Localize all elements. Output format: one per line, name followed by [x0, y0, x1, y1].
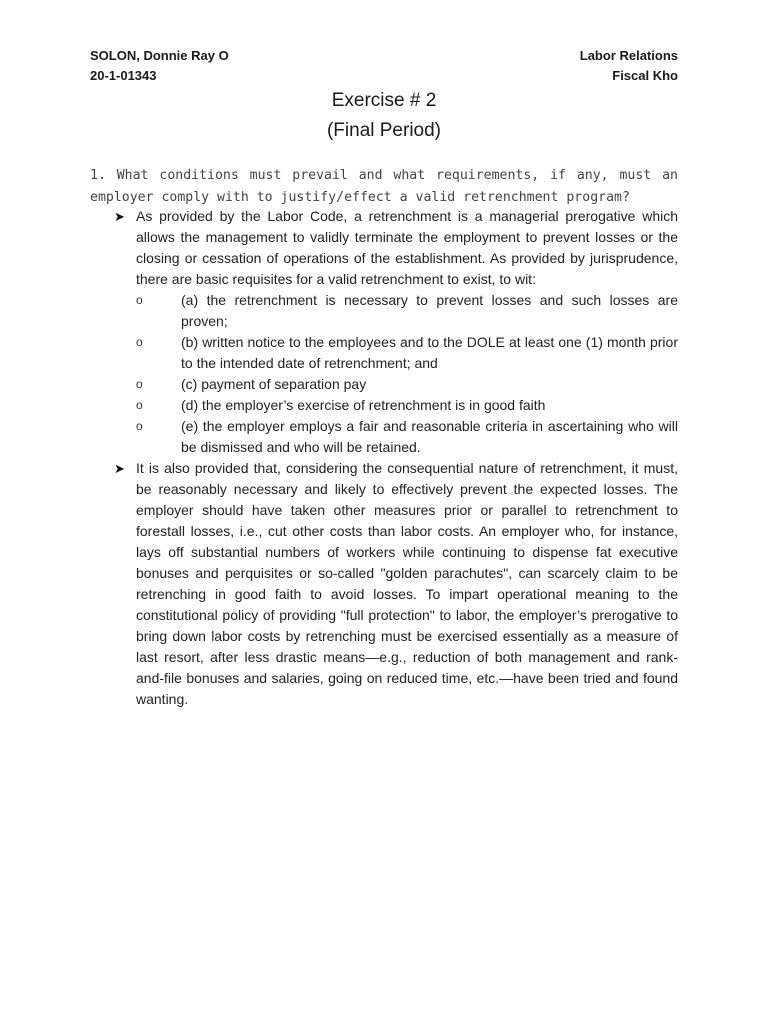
arrowhead-bullet-icon: ➤ — [114, 461, 125, 476]
circle-bullet-icon: o — [136, 335, 143, 349]
circle-bullet-icon: o — [136, 377, 143, 391]
circle-bullet-icon: o — [136, 398, 143, 412]
list-item-text: (d) the employer’s exercise of retrenchment is in good faith — [181, 397, 546, 413]
instructor-name: Fiscal Kho — [612, 68, 678, 83]
circle-bullet-icon: o — [136, 293, 143, 307]
student-id: 20-1-01343 — [90, 68, 157, 83]
exercise-title: Exercise # 2 — [331, 90, 437, 111]
list-item — [136, 374, 678, 395]
circle-bullet-icon: o — [136, 419, 143, 433]
list-item — [136, 395, 678, 416]
arrowhead-bullet-icon: ➤ — [114, 209, 125, 224]
list-item-text: (b) written notice to the employees and to the DOLE at least one (1) month prior to the intended date of retrenchment; and — [181, 334, 678, 371]
list-item-text: (e) the employer employs a fair and reasonable criteria in ascertaining who will be dismissed and who will be retained. — [181, 418, 678, 455]
question-text: 1. What conditions must prevail and what requirements, if any, must an employer comply with to justify/effect a valid retrenchment program? — [90, 168, 678, 206]
answer-content — [114, 206, 678, 710]
subject-name: Labor Relations — [579, 48, 678, 63]
list-item-text: (a) the retrenchment is necessary to prevent losses and such losses are proven; — [181, 292, 678, 329]
author-block — [90, 46, 229, 86]
list-item — [136, 416, 678, 458]
list-item-text: (c) payment of separation pay — [181, 376, 367, 392]
bullet-paragraph: It is also provided that, considering the consequential nature of retrenchment, it must, be reasonably necessary and likely to effectively prevent the expected losses. The employer should have taken other measures prior or parallel to retrenchment to forestall losses, i.e., cut other costs than labor costs. An employer who, for instance, lays off substantial numbers of workers while continuing to dispense fat executive bonuses and perquisites or so-called "golden parachutes", can scarcely claim to be retrenching in good faith to avoid losses. To impart operational meaning to the constitutional policy of providing "full protection" to labor, the employer’s prerogative to bring down labor costs by retrenching must be exercised essentially as a measure of last resort, after less drastic means—e.g., reduction of both management and rank-and-file bonuses and salaries, going on reduced time, etc.—have been tried and found wanting. — [136, 460, 678, 707]
bullet-paragraph: As provided by the Labor Code, a retrenchment is a managerial prerogative which allows the management to validly terminate the employment to prevent losses or the closing or cessation of operations of the establishment. As provided by jurisprudence, there are basic requisites for a valid retrenchment to exist, to wit: — [136, 208, 678, 287]
answer-bullet — [114, 458, 678, 710]
student-name: SOLON, Donnie Ray O — [90, 48, 229, 63]
course-block — [580, 46, 678, 86]
answer-bullet — [114, 206, 678, 458]
list-item — [136, 332, 678, 374]
period-subtitle: (Final Period) — [326, 120, 442, 141]
requisites-list — [136, 290, 678, 458]
list-item — [136, 290, 678, 332]
document-title — [0, 86, 768, 146]
